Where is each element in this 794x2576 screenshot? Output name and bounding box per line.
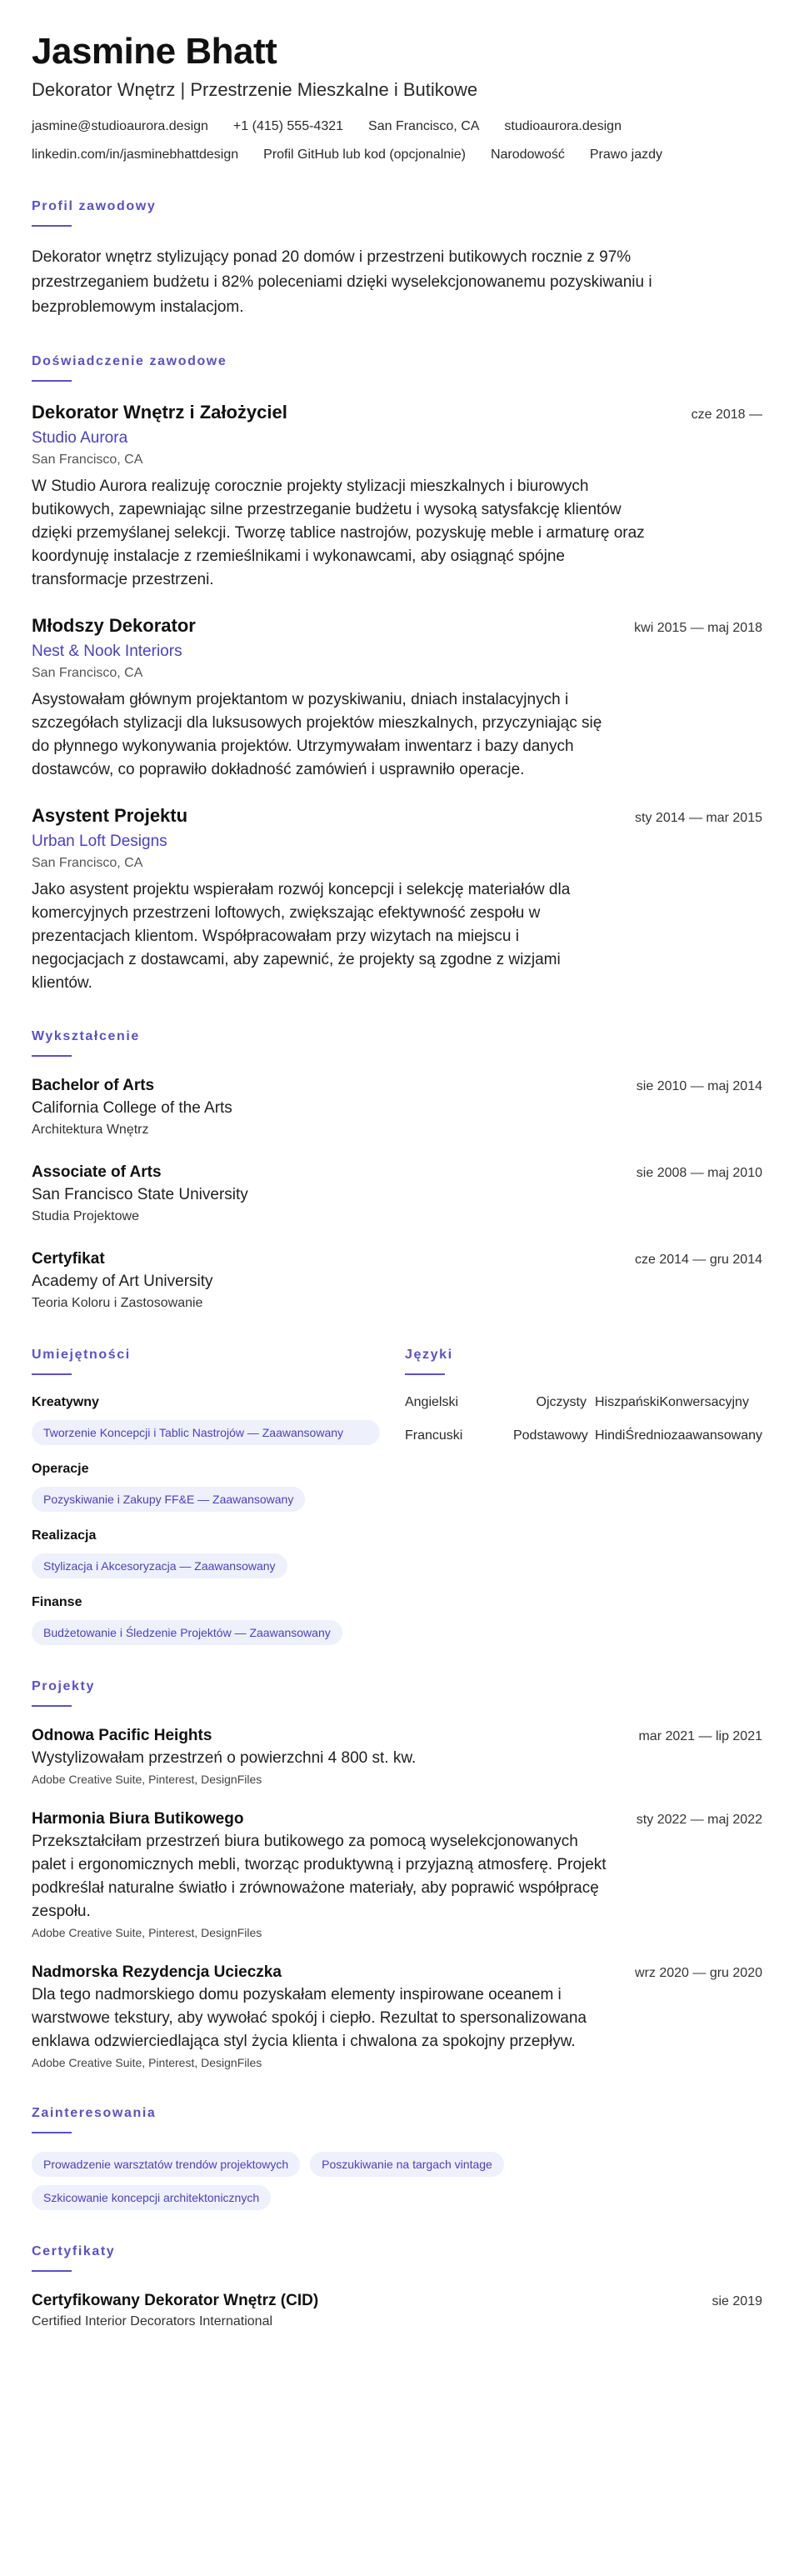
certification-issuer: Certified Interior Decorators International xyxy=(32,2314,273,2328)
job-description: Asystowałam głównym projektantom w pozyskiwaniu, dniach instalacyjnych i szczegółach stylizacji dla luksusowych projektów mieszkalnych, przyczyniając się do płynnego wykonywania projektów. Utrzymywałam inwentarz i bazy danych dostawców, co poprawiło dokładność zamówień i usprawniło operacje. xyxy=(32,691,602,778)
skill-group xyxy=(32,1593,395,1645)
project-entry xyxy=(32,1808,762,1942)
contact-email[interactable]: jasmine@studioaurora.design xyxy=(32,119,208,133)
project-description: Wystylizowałam przestrzeń o powierzchni 4 800 st. kw. xyxy=(32,1749,417,1767)
interest-chip: Poszukiwanie na targach vintage xyxy=(310,2152,504,2177)
job-description: W Studio Aurora realizuję corocznie projekty stylizacji mieszkalnych i biurowych butikowych, zapewniając silne przestrzeganie budżetu i wysoką satysfakcję klientów dzięki przemyślanej selekcji. Tworzę tablice nastrojów, pozyskuję meble i armaturę oraz koordynuję instalacje z rzemieślnikami i wykonawcami, aby osiągnąć spójne transformacje przestrzeni. xyxy=(32,478,645,588)
language-name: Hiszpański xyxy=(594,1395,660,1409)
project-name: Harmonia Biura Butikowego xyxy=(32,1810,244,1828)
profile-section xyxy=(32,197,762,320)
contact-location: San Francisco, CA xyxy=(368,119,480,133)
project-description: Dla tego nadmorskiego domu pozyskałam elementy inspirowane oceanem i warstwowe tekstury, aby wywołać spokój i ciepło. Rezultat to spersonalizowana enklawa odzwierciedlająca styl życia klienta i chwalona za spokojny przepływ. xyxy=(32,1986,587,2050)
section-divider xyxy=(32,2132,72,2133)
section-title: Zainteresowania xyxy=(32,2106,157,2120)
project-entry xyxy=(32,1962,762,2072)
skills-languages-row xyxy=(32,1345,762,1645)
contact-nationality: Narodowość xyxy=(490,148,565,162)
job-company: Urban Loft Designs xyxy=(32,833,167,850)
certifications-section xyxy=(32,2242,762,2332)
section-title: Umiejętności xyxy=(32,1348,131,1362)
language-row xyxy=(405,1427,762,1445)
candidate-headline: Dekorator Wnętrz | Przestrzenie Mieszkalne i Butikowe xyxy=(32,79,478,100)
project-name: Odnowa Pacific Heights xyxy=(32,1727,212,1744)
section-divider xyxy=(32,2270,72,2272)
education-school: San Francisco State University xyxy=(32,1186,248,1203)
candidate-name: Jasmine Bhatt xyxy=(32,31,277,72)
interests-section xyxy=(32,2103,762,2210)
education-dates: sie 2008 — maj 2010 xyxy=(636,1166,762,1180)
education-entry xyxy=(32,1162,762,1227)
job-company: Studio Aurora xyxy=(32,429,128,447)
job-location: San Francisco, CA xyxy=(32,666,143,680)
project-dates: wrz 2020 — gru 2020 xyxy=(635,1966,762,1980)
resume-header xyxy=(32,30,762,165)
project-tools: Adobe Creative Suite, Pinterest, DesignFiles xyxy=(32,1926,262,1939)
education-entry xyxy=(32,1075,762,1140)
section-title: Profil zawodowy xyxy=(32,199,157,213)
job-location: San Francisco, CA xyxy=(32,856,143,870)
language-row xyxy=(405,1393,762,1412)
language-name: Francuski xyxy=(404,1428,463,1443)
job-title: Asystent Projektu xyxy=(32,805,188,826)
education-field: Architektura Wnętrz xyxy=(32,1123,149,1137)
section-title: Wykształcenie xyxy=(32,1029,140,1043)
section-divider xyxy=(32,1705,72,1707)
experience-section xyxy=(32,352,762,995)
job-company: Nest & Nook Interiors xyxy=(32,643,182,660)
job-dates: cze 2018 — xyxy=(691,408,762,422)
project-tools: Adobe Creative Suite, Pinterest, DesignFiles xyxy=(32,2056,262,2069)
education-degree: Certyfikat xyxy=(32,1250,105,1268)
skill-category: Realizacja xyxy=(32,1528,97,1543)
certification-date: sie 2019 xyxy=(712,2294,762,2308)
skill-category: Operacje xyxy=(32,1462,89,1476)
job-description: Jako asystent projektu wspierałam rozwój koncepcji i selekcję materiałów dla komercyjnych przestrzeni loftowych, zwiększając efektywność zespołu w prezentacjach klientom. Współpracowałam przy wizytach na miejscu i negocjacjach z dostawcami, aby zapewnić, że projekty są zgodne z wizjami klientów. xyxy=(32,881,571,992)
contact-list xyxy=(32,117,762,165)
project-description: Przekształciłam przestrzeń biura butikowego za pomocą wyselekcjonowanych palet i ergonomicznych mebli, tworząc produktywną i przyjazną atmosferę. Projekt podkreślał naturalne światło i zrównoważone materiały, aby poprawić współpracę zespołu. xyxy=(32,1833,607,1920)
job-title: Dekorator Wnętrz i Założyciel xyxy=(32,402,287,423)
contact-phone[interactable]: +1 (415) 555-4321 xyxy=(232,119,344,133)
contact-github: Profil GitHub lub kod (opcjonalnie) xyxy=(263,148,466,162)
skill-chip: Tworzenie Koncepcji i Tablic Nastrojów — Zaawansowany xyxy=(32,1420,380,1445)
section-divider xyxy=(32,1373,72,1375)
skill-chip: Pozyskiwanie i Zakupy FF&E — Zaawansowany xyxy=(32,1487,305,1512)
education-field: Teoria Koloru i Zastosowanie xyxy=(32,1296,203,1310)
section-divider xyxy=(32,1055,72,1057)
section-title: Projekty xyxy=(32,1679,95,1693)
job-entry xyxy=(32,400,762,592)
contact-linkedin[interactable]: linkedin.com/in/jasminebhattdesign xyxy=(32,148,239,162)
section-divider xyxy=(405,1373,445,1375)
project-name: Nadmorska Rezydencja Ucieczka xyxy=(32,1963,282,1981)
education-degree: Bachelor of Arts xyxy=(32,1077,155,1094)
section-title: Języki xyxy=(404,1348,453,1362)
education-school: Academy of Art University xyxy=(32,1273,213,1290)
language-level: Konwersacyjny xyxy=(659,1395,749,1409)
job-location: San Francisco, CA xyxy=(32,453,143,467)
contact-website[interactable]: studioaurora.design xyxy=(504,119,622,133)
interest-chip: Prowadzenie warsztatów trendów projektowych xyxy=(32,2152,300,2177)
job-title: Młodszy Dekorator xyxy=(32,615,196,636)
education-entry xyxy=(32,1248,762,1313)
project-entry xyxy=(32,1725,762,1788)
section-divider xyxy=(32,380,72,382)
education-school: California College of the Arts xyxy=(32,1099,232,1117)
education-dates: cze 2014 — gru 2014 xyxy=(635,1253,762,1267)
interest-list xyxy=(32,2152,582,2210)
job-dates: kwi 2015 — maj 2018 xyxy=(634,621,762,635)
project-dates: sty 2022 — maj 2022 xyxy=(636,1813,762,1827)
languages-section xyxy=(395,1345,762,1645)
language-level: Ojczysty xyxy=(536,1395,587,1409)
language-level: Średniozaawansowany xyxy=(625,1428,762,1443)
language-name: Hindi xyxy=(594,1428,626,1443)
job-dates: sty 2014 — mar 2015 xyxy=(635,811,762,825)
skill-chip: Stylizacja i Akcesoryzacja — Zaawansowany xyxy=(32,1553,287,1578)
skill-group xyxy=(32,1527,395,1578)
section-divider xyxy=(32,225,72,227)
skill-group xyxy=(32,1393,395,1445)
education-dates: sie 2010 — maj 2014 xyxy=(636,1079,762,1093)
projects-section xyxy=(32,1677,762,2072)
skill-category: Kreatywny xyxy=(32,1395,99,1409)
skill-category: Finanse xyxy=(32,1595,82,1609)
language-name: Angielski xyxy=(404,1395,459,1409)
education-field: Studia Projektowe xyxy=(32,1209,139,1223)
project-dates: mar 2021 — lip 2021 xyxy=(638,1729,762,1743)
profile-summary: Dekorator wnętrz stylizujący ponad 20 domów i przestrzeni butikowych rocznie z 97% przestrzeganiem budżetu i 82% poleceniami dzięki wyselekcjonowanemu pozyskiwaniu i bezproblemowym instalacjom. xyxy=(32,248,652,316)
section-title: Doświadczenie zawodowe xyxy=(32,354,227,368)
section-title: Certyfikaty xyxy=(32,2244,116,2258)
project-tools: Adobe Creative Suite, Pinterest, DesignFiles xyxy=(32,1773,262,1786)
skill-group xyxy=(32,1460,395,1512)
education-section xyxy=(32,1027,762,1313)
skills-section xyxy=(32,1345,395,1645)
job-entry xyxy=(32,803,762,995)
education-degree: Associate of Arts xyxy=(32,1163,162,1181)
contact-driving-license: Prawo jazdy xyxy=(589,148,663,162)
certification-name: Certyfikowany Dekorator Wnętrz (CID) xyxy=(32,2292,319,2309)
certification-entry xyxy=(32,2290,762,2332)
skill-chip: Budżetowanie i Śledzenie Projektów — Zaawansowany xyxy=(32,1620,342,1645)
language-level: Podstawowy xyxy=(512,1428,588,1443)
job-entry xyxy=(32,613,762,782)
interest-chip: Szkicowanie koncepcji architektonicznych xyxy=(32,2185,271,2210)
